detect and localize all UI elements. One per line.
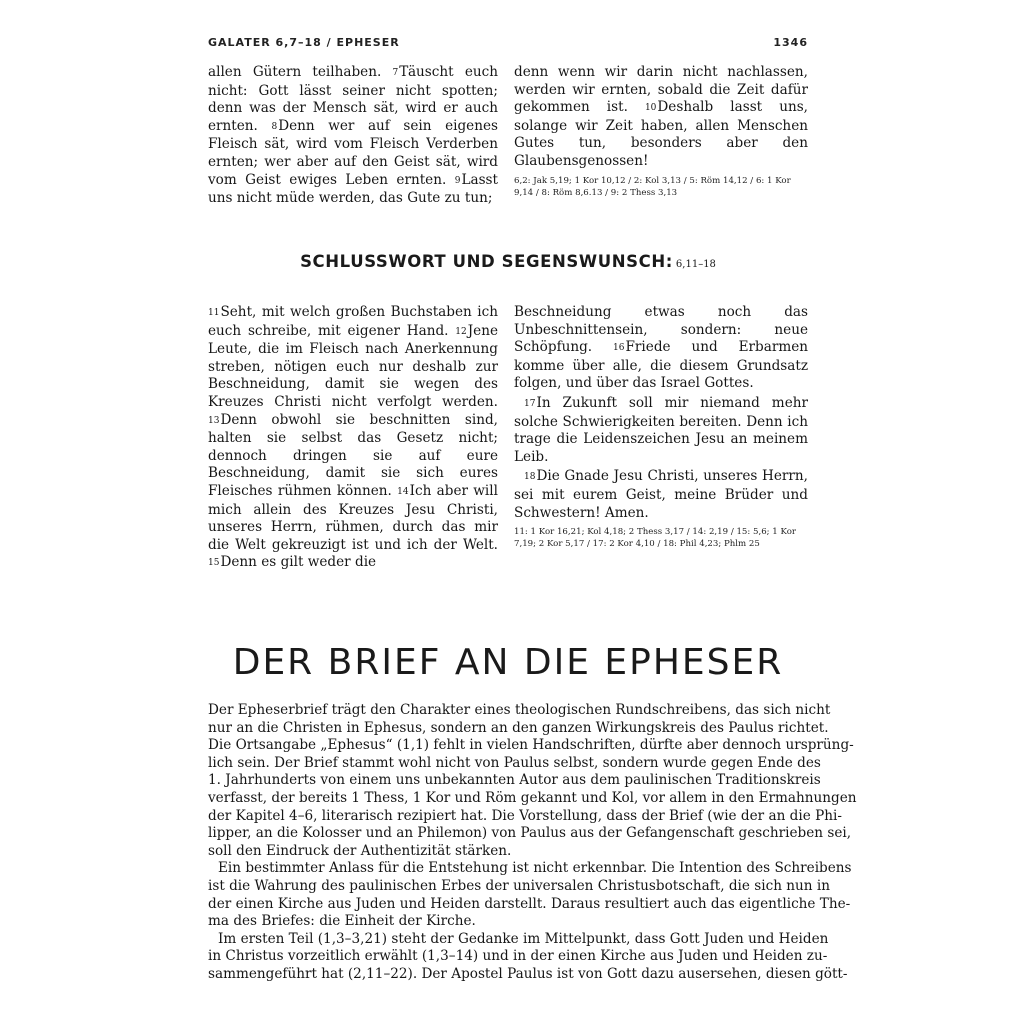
verse-text: 11Seht, mit welch großen Buchstaben ich euch schreibe, mit eigener Hand. 12Jene Leute, die im Fleisch nach Anerkennung streben, nötigen euch nur deshalb zur Beschneidung, damit sie wegen des Kreuzes Christi nicht verfolgt werden. 13Denn obwohl sie beschnitten sind, halten sie selbst das Gesetz nicht; dennoch dringen sie auf eure Beschneidung, damit sie sich eures Fleisches rühmen können. 14Ich aber will mich allein des Kreuzes Jesu Christi, unseres Herrn, rühmen, durch das mir die Welt gekreuzigt ist und ich der Welt. 15Denn es gilt weder die bbox=[208, 304, 498, 571]
verse-number: 9 bbox=[454, 175, 461, 186]
section-heading-reference: 6,11–18 bbox=[675, 259, 716, 270]
verse-number: 12 bbox=[455, 326, 467, 337]
verse-number: 18 bbox=[524, 472, 536, 483]
verse-number: 7 bbox=[392, 68, 399, 78]
introduction-line: sammengeführt hat (2,11–22). Der Apostel Paulus ist von Gott dazu ausersehen, diesen gött- bbox=[208, 965, 848, 982]
verse-number: 17 bbox=[524, 398, 536, 409]
top-left-column bbox=[208, 64, 498, 208]
introduction-line: nur an die Christen in Ephesus, sondern an den ganzen Wirkungskreis des Paulus richtet. bbox=[208, 719, 829, 736]
book-title: DER BRIEF AN DIE EPHESER bbox=[232, 642, 784, 683]
section-heading bbox=[208, 252, 808, 271]
top-right-column bbox=[514, 64, 808, 199]
introduction-line: Im ersten Teil (1,3–3,21) steht der Gedanke im Mittelpunkt, dass Gott Juden und Heiden bbox=[218, 930, 829, 947]
book-introduction bbox=[208, 702, 857, 984]
verse-number: 11 bbox=[208, 308, 220, 318]
introduction-line: Die Ortsangabe „Ephesus“ (1,1) fehlt in vielen Handschriften, dürfte aber dennoch ursprüng- bbox=[208, 737, 854, 754]
introduction-line: verfasst, der bereits 1 Thess, 1 Kor und Röm gekannt und Kol, vor allem in den Ermahnungen bbox=[208, 789, 857, 806]
introduction-line: ma des Briefes: die Einheit der Kirche. bbox=[208, 913, 476, 930]
verse-number: 10 bbox=[644, 103, 657, 114]
middle-left-column bbox=[208, 304, 498, 573]
introduction-line: der einen Kirche aus Juden und Heiden darstellt. Daraus resultiert auch das eigentliche The- bbox=[208, 895, 851, 912]
verse-text: 18Die Gnade Jesu Christi, unseres Herrn, sei mit eurem Geist, meine Brüder und Schwestern! Amen. bbox=[514, 468, 808, 521]
footnote-references: 6,2: Jak 5,19; 1 Kor 10,12 / 2: Kol 3,13 / 5: Röm 14,12 / 6: 1 Kor 9,14 / 8: Röm 8,6.13 / 9: 2 Thess 3,13 bbox=[514, 175, 791, 198]
verse-number: 14 bbox=[397, 486, 409, 497]
introduction-line: Der Epheserbrief trägt den Charakter eines theologischen Rundschreibens, das sich nicht bbox=[208, 702, 831, 718]
introduction-line: lipper, an die Kolosser und an Philemon) von Paulus aus der Gefangenschaft geschrieben sei, bbox=[208, 825, 852, 842]
verse-number: 8 bbox=[271, 121, 278, 132]
verse-text: allen Gütern teilhaben. 7Täuscht euch nicht: Gott lässt seiner nicht spotten; denn was der Mensch sät, wird er auch ernten. 8Denn wer auf sein eigenes Fleisch sät, wird vom Fleisch Verderben ernten; wer aber auf den Geist sät, wird vom Geist ewiges Leben ernten. 9Lasst uns nicht müde werden, das Gute zu tun; bbox=[208, 64, 498, 207]
verse-number: 16 bbox=[613, 343, 625, 354]
introduction-line: in Christus vorzeitlich erwählt (1,3–14) und in der einen Kirche aus Juden und Heiden zu- bbox=[208, 948, 828, 965]
introduction-line: soll den Eindruck der Authentizität stärken. bbox=[208, 842, 512, 859]
verse-number: 13 bbox=[208, 415, 220, 426]
verse-text: 17In Zukunft soll mir niemand mehr solche Schwierigkeiten bereiten. Denn ich trage die Leidenszeichen Jesu an meinem Leib. bbox=[514, 394, 808, 465]
verse-text: Beschneidung etwas noch das Unbeschnittensein, sondern: neue Schöpfung. 16Friede und Erbarmen komme über alle, die diesem Grundsatz folgen, und über das Israel Gottes. bbox=[514, 304, 809, 392]
introduction-line: Ein bestimmter Anlass für die Entstehung ist nicht erkennbar. Die Intention des Schreibens bbox=[218, 860, 852, 877]
section-heading-text: SCHLUSSWORT UND SEGENSWUNSCH: bbox=[300, 252, 673, 271]
verse-number: 15 bbox=[208, 558, 220, 569]
introduction-line: der Kapitel 4–6, literarisch rezipiert hat. Die Vorstellung, dass der Brief (wie der an die Phi- bbox=[208, 807, 842, 824]
middle-right-column bbox=[514, 304, 808, 550]
page-number: 1346 bbox=[773, 36, 808, 49]
footnote-references: 11: 1 Kor 16,21; Kol 4,18; 2 Thess 3,17 / 14: 2,19 / 15: 5,6; 1 Kor 7,19; 2 Kor 5,17 / 17: 2 Kor 4,10 / 18: Phil 4,23; Phlm 25 bbox=[514, 527, 796, 550]
introduction-line: ist die Wahrung des paulinischen Erbes der universalen Christusbotschaft, die sich nun in bbox=[208, 877, 830, 894]
verse-text: denn wenn wir darin nicht nachlassen, werden wir ernten, sobald die Zeit dafür gekommen ist. 10Deshalb lasst uns, solange wir Zeit haben, allen Menschen Gutes tun, besonders aber den Glaubensgenossen! bbox=[514, 64, 808, 169]
running-head-title: GALATER 6,7–18 / EPHESER bbox=[208, 36, 400, 49]
introduction-line: 1. Jahrhunderts von einem uns unbekannten Autor aus dem paulinischen Traditionskreis bbox=[208, 772, 821, 789]
introduction-line: lich sein. Der Brief stammt wohl nicht von Paulus selbst, sondern wurde gegen Ende des bbox=[208, 754, 821, 771]
